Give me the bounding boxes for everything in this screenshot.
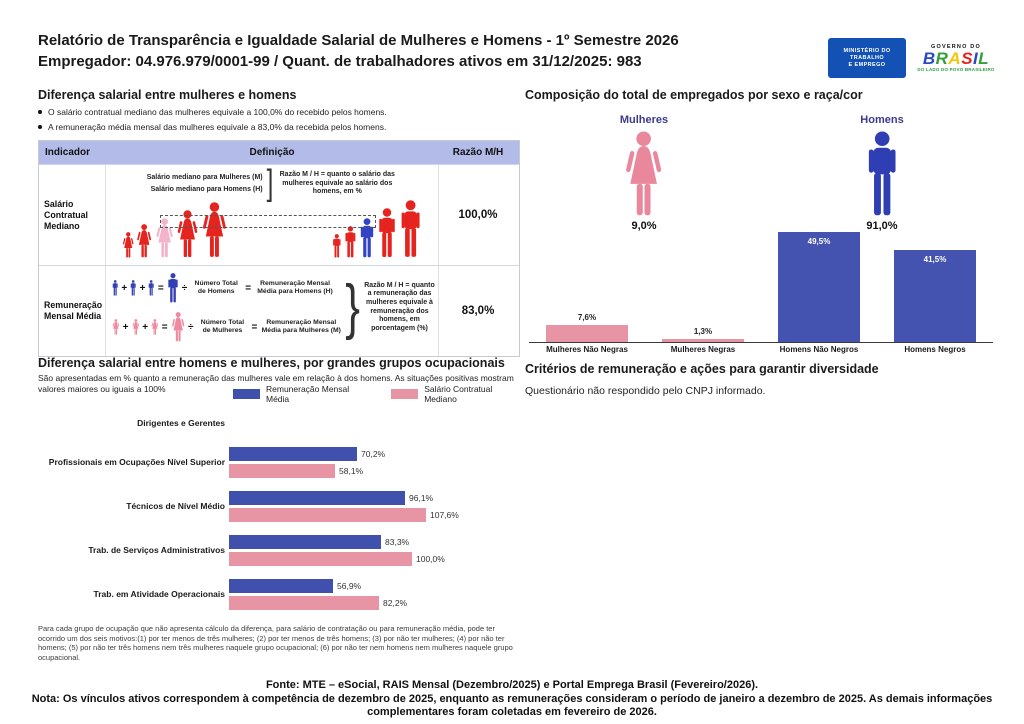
occupational-bar <box>229 447 357 461</box>
occupational-category-label: Profissionais em Ocupações Nível Superior <box>48 457 225 467</box>
occupational-bar-value: 83,3% <box>385 536 410 547</box>
table-row-remuneracao-media <box>39 265 519 356</box>
composition-category-label: Mulheres Negras <box>670 345 736 354</box>
occupational-bar <box>229 552 412 566</box>
composition-bar <box>778 232 860 342</box>
gov-logo-name: BRASIL <box>922 49 990 68</box>
man-icon <box>112 280 118 296</box>
occupational-chart-row <box>38 440 522 484</box>
equals-operator: = <box>157 282 164 294</box>
header-definicao: Definição <box>249 147 295 158</box>
occupational-section <box>38 356 522 662</box>
occupational-bars <box>229 579 522 610</box>
ratio-value: 100,0% <box>458 209 498 221</box>
men-average-formula <box>112 273 342 303</box>
mte-logo <box>828 38 906 78</box>
gov-logo-bottom-text: DO LADO DO POVO BRASILEIRO <box>917 67 995 72</box>
man-icon <box>332 234 342 258</box>
ratio-value: 83,0% <box>461 305 495 317</box>
men-total-label: Número Total de Homens <box>194 280 238 295</box>
definition-text-block <box>106 163 438 204</box>
occupational-bar-line <box>229 535 522 549</box>
equals-operator: = <box>251 321 258 333</box>
composition-category-label: Mulheres Não Negras <box>546 345 628 354</box>
median-illustration <box>106 200 438 258</box>
composition-bar-value: 41,5% <box>923 255 947 264</box>
legend-label: Remuneração Mensal Média <box>266 384 350 404</box>
composition-bar-slot <box>529 210 645 342</box>
occupational-bar-line <box>229 491 522 505</box>
composition-section <box>525 88 1001 370</box>
woman-icon <box>132 319 140 335</box>
men-result-label: Remuneração Mensal Média para Homens (H) <box>257 280 333 295</box>
occupational-chart-row <box>38 406 522 440</box>
occupational-bars <box>229 447 522 478</box>
occupational-bar-value: 96,1% <box>409 492 434 503</box>
man-icon <box>130 280 136 296</box>
footer-note: Nota: Os vínculos ativos correspondem à competência de dezembro de 2025, enquanto as remunerações consideram o período de janeiro a dezembro de 2025. As demais informações complementares foram coletadas em fevereiro de 2026. <box>31 692 993 718</box>
plus-operator: + <box>122 321 129 333</box>
occupational-bars <box>229 491 522 522</box>
man-icon <box>148 280 154 296</box>
occupational-bar-line <box>229 508 522 522</box>
female-percent: 9,0% <box>631 220 657 232</box>
composition-category-label: Homens Negros <box>904 345 966 354</box>
wage-gap-bullet-1: O salário contratual mediano das mulheres equivale a 100,0% do recebido pelos homens. <box>38 107 518 118</box>
divide-operator: ÷ <box>181 282 188 294</box>
female-label: Mulheres <box>619 114 669 126</box>
woman-icon <box>151 319 159 335</box>
women-total-label: Número Total de Mulheres <box>200 319 245 334</box>
wage-gap-heading: Diferença salarial entre mulheres e homens <box>38 88 297 102</box>
diversity-section <box>525 362 1001 397</box>
formula-illustration <box>106 266 438 342</box>
woman-icon <box>122 232 134 258</box>
occupational-heading: Diferença salarial entre homens e mulheres, por grandes grupos ocupacionais <box>38 356 505 370</box>
occupational-bar <box>229 596 379 610</box>
legend-item <box>391 384 522 404</box>
table-row-salario-mediano <box>39 164 519 265</box>
legend-swatch <box>391 389 418 399</box>
median-salary-lines: Salário mediano para Mulheres (M) Salário mediano para Homens (H) <box>146 174 263 193</box>
gov-logo-top-text: GOVERNO DO <box>931 44 981 50</box>
governo-brasil-logo <box>910 38 1002 78</box>
header-razao: Razão M/H <box>452 147 504 158</box>
composition-bar-value: 7,6% <box>577 313 597 322</box>
men-figures-group <box>332 200 422 258</box>
women-result-label: Remuneração Mensal Média para Mulheres (M) <box>261 319 341 334</box>
occupational-category-label: Técnicos de Nível Médio <box>126 501 225 511</box>
diversity-heading: Critérios de remuneração e ações para garantir diversidade <box>525 362 879 376</box>
man-icon <box>344 226 357 258</box>
header-indicador: Indicador <box>45 147 91 158</box>
women-average-formula <box>112 312 342 342</box>
male-label: Homens <box>860 114 904 126</box>
occupational-category-label: Dirigentes e Gerentes <box>137 418 225 428</box>
equals-operator: = <box>161 321 168 333</box>
occupational-chart-row <box>38 484 522 528</box>
plus-operator: + <box>121 282 128 294</box>
ratio-definition-note: Razão M / H = quanto o salário das mulheres equivale ao salário dos homens, em % <box>279 171 395 196</box>
composition-bar <box>662 339 744 342</box>
male-percent: 91,0% <box>866 220 898 232</box>
occupational-chart-row <box>38 528 522 572</box>
formulas <box>112 273 342 342</box>
occupational-bar-value: 82,2% <box>383 597 408 608</box>
man-icon <box>167 273 179 303</box>
occupational-bar-value: 70,2% <box>361 448 386 459</box>
median-dashed-connector <box>160 215 376 228</box>
occupational-footnote: Para cada grupo de ocupação que não apresenta cálculo da diferença, para salário de contratação ou para remuneração média, pode ter ocorrido um dos seis motivos:(1) por ter menos de três mulheres; (2) por ter menos de três homens; (3) por não ter mulheres; (4) por não ter homens; (5) por não ter três homens nem três mulheres naquele grupo ocupacional; (6) por não ter nem homens nem mulheres naquele grupo ocupacional. <box>38 624 513 662</box>
occupational-legend <box>233 384 522 404</box>
occupational-chart-row <box>38 572 522 616</box>
occupational-bar-line <box>229 552 522 566</box>
brace-glyph: } <box>345 272 360 342</box>
footer-source: Fonte: MTE – eSocial, RAIS Mensal (Dezembro/2025) e Portal Emprega Brasil (Fevereiro/2026). <box>265 679 759 691</box>
occupational-bar <box>229 535 381 549</box>
diversity-text: Questionário não respondido pelo CNPJ informado. <box>525 385 766 397</box>
occupational-bar <box>229 464 335 478</box>
occupational-bar <box>229 491 405 505</box>
occupational-bar-value: 58,1% <box>339 465 364 476</box>
composition-bar-value: 1,3% <box>693 327 713 336</box>
equals-operator: = <box>245 282 252 294</box>
composition-chart-plot <box>529 210 993 343</box>
occupational-bar <box>229 579 333 593</box>
legend-item <box>233 384 369 404</box>
indicator-table-header <box>39 141 519 164</box>
composition-heading: Composição do total de empregados por sexo e raça/cor <box>525 88 863 102</box>
composition-category-label: Homens Não Negros <box>779 345 859 354</box>
composition-bar-slot <box>645 210 761 342</box>
woman-icon <box>201 202 228 258</box>
occupational-category-label: Trab. de Serviços Administrativos <box>88 545 225 555</box>
composition-chart-categories <box>529 345 993 354</box>
report-header <box>38 30 818 72</box>
man-icon <box>865 131 899 217</box>
mte-logo-text: MINISTÉRIO DO TRABALHO E EMPREGO <box>843 47 891 68</box>
bracket-glyph: ] <box>266 163 274 204</box>
bullet-icon <box>38 110 42 114</box>
composition-bar-slot <box>877 210 993 342</box>
legend-swatch <box>233 389 260 399</box>
occupational-bar <box>229 508 426 522</box>
woman-icon <box>136 224 152 258</box>
occupational-bar-line <box>229 579 522 593</box>
legend-label: Salário Contratual Mediano <box>424 384 493 404</box>
woman-icon <box>623 131 664 217</box>
definition-cell <box>105 266 439 356</box>
divide-operator: ÷ <box>187 321 194 333</box>
report-subtitle: Empregador: 04.976.979/0001-99 / Quant. de trabalhadores ativos em 31/12/2025: 983 <box>38 53 642 70</box>
composition-bar-value: 49,5% <box>807 237 831 246</box>
occupational-chart <box>38 406 522 616</box>
occupational-bar-line <box>229 464 522 478</box>
man-icon <box>377 208 397 258</box>
composition-bar <box>546 325 628 342</box>
occupational-bar-line <box>229 596 522 610</box>
indicator-label: Salário Contratual Mediano <box>44 198 88 231</box>
occupational-subtitle: São apresentadas em % quanto a remuneração das mulheres vale em relação à dos homens. As situações positivas mostram valores maiores ou iguais a 100% <box>38 373 514 394</box>
occupational-bar-value: 56,9% <box>337 580 362 591</box>
occupational-bar-line <box>229 447 522 461</box>
report-footer <box>0 679 1024 720</box>
composition-bar-slot <box>761 210 877 342</box>
plus-operator: + <box>139 282 146 294</box>
plus-operator: + <box>142 321 149 333</box>
occupational-bar-value: 100,0% <box>416 553 445 564</box>
indicator-table <box>38 140 520 357</box>
bullet-icon <box>38 125 42 129</box>
woman-icon <box>171 312 185 342</box>
man-icon <box>399 200 422 258</box>
women-figures-group <box>122 202 228 258</box>
occupational-bars <box>229 535 522 566</box>
woman-icon <box>112 319 120 335</box>
ratio-definition-note: Razão M / H = quanto a remuneração das mulheres equivale à remuneração dos homens, em porcentagem (%) <box>364 281 435 332</box>
occupational-category-label: Trab. em Atividade Operacionais <box>93 589 225 599</box>
wage-gap-section <box>38 88 518 357</box>
indicator-label: Remuneração Mensal Média <box>44 300 103 321</box>
definition-cell <box>105 165 439 265</box>
wage-gap-bullet-2: A remuneração média mensal das mulheres equivale a 83,0% da recebida pelos homens. <box>38 122 518 133</box>
report-title: Relatório de Transparência e Igualdade Salarial de Mulheres e Homens - 1º Semestre 2026 <box>38 32 679 49</box>
occupational-bar-value: 107,6% <box>430 509 459 520</box>
